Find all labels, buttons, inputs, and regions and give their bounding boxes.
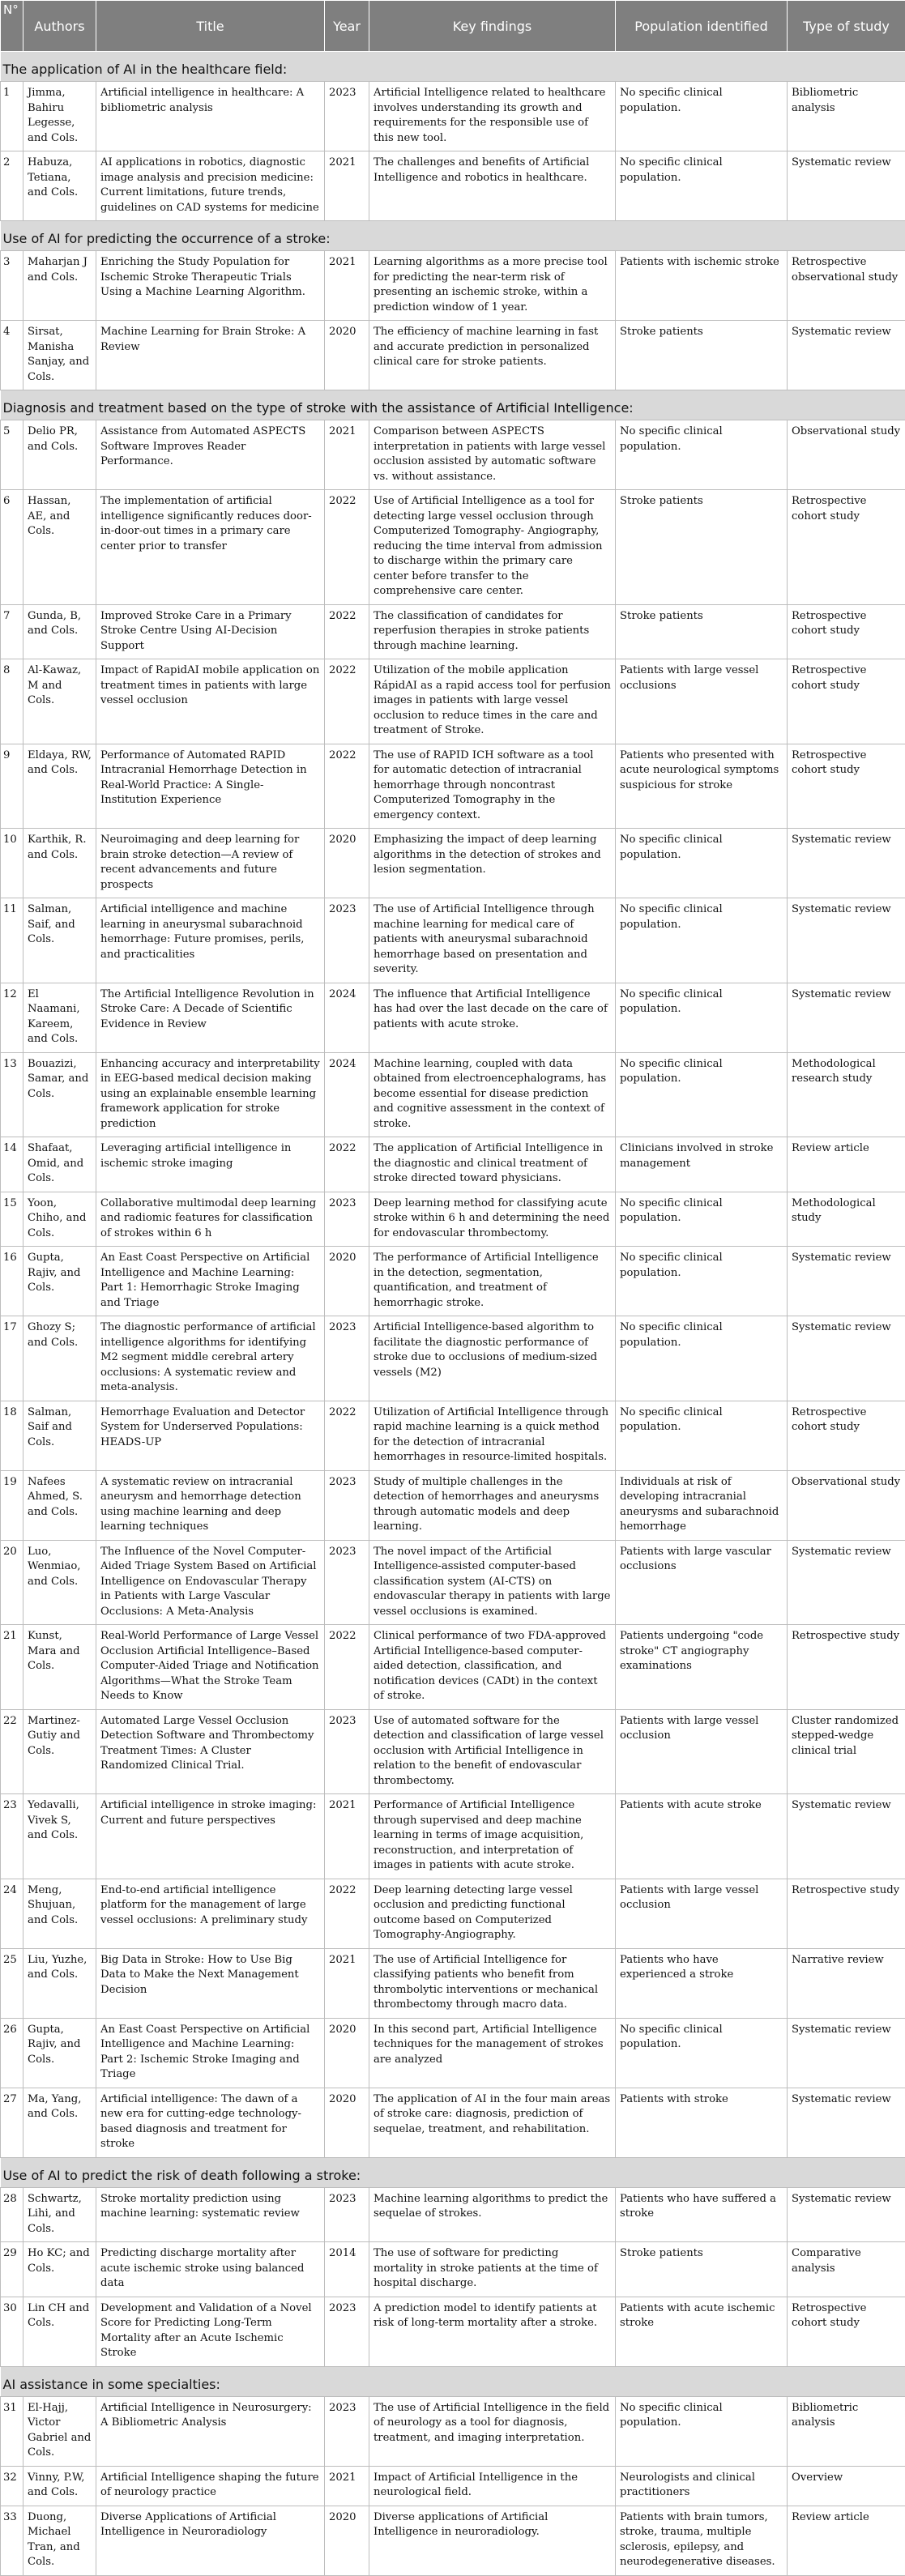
cell-authors: Vinny, P.W, and Cols.	[23, 2466, 96, 2506]
cell-population: No specific clinical population.	[616, 151, 788, 221]
cell-key-findings: The performance of Artificial Intelligence in the detection, segmentation, quantification, and treatment of hemorrhagic stroke.	[369, 1247, 616, 1316]
cell-authors: Al-Kawaz, M and Cols.	[23, 659, 96, 744]
cell-authors: Eldaya, RW, and Cols.	[23, 744, 96, 829]
cell-year: 2021	[325, 1948, 369, 2018]
cell-study-type: Retrospective cohort study	[788, 490, 905, 605]
cell-study-type: Systematic review	[788, 321, 905, 390]
cell-population: No specific clinical population.	[616, 420, 788, 490]
cell-authors: Salman, Saif, and Cols.	[23, 898, 96, 983]
cell-population: Clinicians involved in stroke management	[616, 1137, 788, 1192]
cell-year: 2022	[325, 659, 369, 744]
cell-title: Collaborative multimodal deep learning and radiomic features for classification of strokes within 6 h	[96, 1192, 325, 1247]
cell-number: 24	[1, 1879, 23, 1948]
cell-study-type: Systematic review	[788, 898, 905, 983]
cell-authors: Liu, Yuzhe, and Cols.	[23, 1948, 96, 2018]
cell-authors: Bouazizi, Samar, and Cols.	[23, 1052, 96, 1137]
cell-study-type: Retrospective observational study	[788, 251, 905, 321]
cell-number: 33	[1, 2506, 23, 2575]
cell-number: 7	[1, 604, 23, 659]
cell-number: 29	[1, 2242, 23, 2297]
cell-study-type: Bibliometric analysis	[788, 2396, 905, 2466]
section-title: Diagnosis and treatment based on the type of stroke with the assistance of Artificial Intelligence:	[1, 390, 905, 420]
cell-population: Patients who have experienced a stroke	[616, 1948, 788, 2018]
cell-year: 2022	[325, 490, 369, 605]
cell-number: 14	[1, 1137, 23, 1192]
cell-title: Artificial intelligence: The dawn of a new era for cutting-edge technology-based diagnosis and treatment for stroke	[96, 2088, 325, 2157]
table-row	[1, 744, 905, 829]
cell-key-findings: Diverse applications of Artificial Intelligence in neuroradiology.	[369, 2506, 616, 2575]
cell-number: 32	[1, 2466, 23, 2506]
cell-year: 2022	[325, 1401, 369, 1470]
cell-year: 2021	[325, 151, 369, 221]
cell-number: 18	[1, 1401, 23, 1470]
cell-study-type: Systematic review	[788, 829, 905, 898]
cell-study-type: Retrospective cohort study	[788, 2297, 905, 2366]
cell-authors: Ho KC; and Cols.	[23, 2242, 96, 2297]
cell-key-findings: Performance of Artificial Intelligence through supervised and deep machine learning in terms of image acquisition, reconstruction, and interpretation of images in patients with acute stroke.	[369, 1794, 616, 1879]
cell-number: 11	[1, 898, 23, 983]
table-row	[1, 82, 905, 151]
cell-key-findings: Artificial Intelligence related to healthcare involves understanding its growth and requirements for the responsible use of this new tool.	[369, 82, 616, 151]
table-row	[1, 151, 905, 221]
cell-number: 13	[1, 1052, 23, 1137]
cell-population: No specific clinical population.	[616, 1401, 788, 1470]
cell-year: 2021	[325, 1794, 369, 1879]
cell-key-findings: The application of AI in the four main areas of stroke care: diagnosis, prediction of sequelae, treatment, and rehabilitation.	[369, 2088, 616, 2157]
table-row	[1, 1137, 905, 1192]
table-row	[1, 1316, 905, 1401]
cell-authors: Yoon, Chiho, and Cols.	[23, 1192, 96, 1247]
cell-title: Enhancing accuracy and interpretability in EEG-based medical decision making using an explainable ensemble learning framework application for stroke prediction	[96, 1052, 325, 1137]
cell-population: Patients with large vascular occlusions	[616, 1540, 788, 1625]
cell-study-type: Retrospective study	[788, 1625, 905, 1710]
table-row	[1, 490, 905, 605]
table-row	[1, 1879, 905, 1948]
cell-population: Individuals at risk of developing intracranial aneurysms and subarachnoid hemorrhage	[616, 1470, 788, 1540]
cell-study-type: Methodological research study	[788, 1052, 905, 1137]
cell-key-findings: The use of RAPID ICH software as a tool for automatic detection of intracranial hemorrhage through noncontrast Computerized Tomography in the emergency context.	[369, 744, 616, 829]
cell-year: 2024	[325, 1052, 369, 1137]
cell-title: Big Data in Stroke: How to Use Big Data to Make the Next Management Decision	[96, 1948, 325, 2018]
cell-title: The diagnostic performance of artificial intelligence algorithms for identifying M2 segment middle cerebral artery occlusions: A systematic review and meta-analysis.	[96, 1316, 325, 1401]
cell-title: An East Coast Perspective on Artificial Intelligence and Machine Learning: Part 1: Hemorrhagic Stroke Imaging and Triage	[96, 1247, 325, 1316]
cell-population: Patients with large vessel occlusions	[616, 659, 788, 744]
cell-population: Patients who presented with acute neurological symptoms suspicious for stroke	[616, 744, 788, 829]
cell-authors: Meng, Shujuan, and Cols.	[23, 1879, 96, 1948]
cell-year: 2020	[325, 829, 369, 898]
cell-authors: Jimma, Bahiru Legesse, and Cols.	[23, 82, 96, 151]
cell-population: Patients undergoing "code stroke" CT angiography examinations	[616, 1625, 788, 1710]
cell-key-findings: Learning algorithms as a more precise tool for predicting the near-term risk of presenting an ischemic stroke, within a prediction window of 1 year.	[369, 251, 616, 321]
cell-key-findings: In this second part, Artificial Intelligence techniques for the management of strokes are analyzed	[369, 2018, 616, 2088]
cell-population: No specific clinical population.	[616, 1316, 788, 1401]
cell-year: 2022	[325, 1137, 369, 1192]
cell-key-findings: Artificial Intelligence-based algorithm to facilitate the diagnostic performance of stroke due to occlusions of medium-sized vessels (M2)	[369, 1316, 616, 1401]
cell-key-findings: The application of Artificial Intelligence in the diagnostic and clinical treatment of stroke directed toward physicians.	[369, 1137, 616, 1192]
cell-year: 2022	[325, 1625, 369, 1710]
table-row	[1, 321, 905, 390]
cell-title: Hemorrhage Evaluation and Detector System for Underserved Populations: HEADS-UP	[96, 1401, 325, 1470]
cell-population: Stroke patients	[616, 321, 788, 390]
cell-number: 30	[1, 2297, 23, 2366]
cell-key-findings: The use of software for predicting mortality in stroke patients at the time of hospital discharge.	[369, 2242, 616, 2297]
cell-authors: Delio PR, and Cols.	[23, 420, 96, 490]
section-title: Use of AI for predicting the occurrence of a stroke:	[1, 221, 905, 251]
section-title: AI assistance in some specialties:	[1, 2366, 905, 2396]
cell-year: 2023	[325, 2187, 369, 2242]
cell-authors: Habuza, Tetiana, and Cols.	[23, 151, 96, 221]
cell-study-type: Systematic review	[788, 2018, 905, 2088]
cell-study-type: Cluster randomized stepped-wedge clinical trial	[788, 1709, 905, 1794]
table-row	[1, 898, 905, 983]
cell-study-type: Systematic review	[788, 2088, 905, 2157]
cell-population: No specific clinical population.	[616, 2018, 788, 2088]
cell-key-findings: The use of Artificial Intelligence for classifying patients who benefit from thrombolytic interventions or mechanical thrombectomy through macro data.	[369, 1948, 616, 2018]
cell-year: 2022	[325, 1879, 369, 1948]
header-study-type: Type of study	[788, 1, 905, 52]
cell-population: No specific clinical population.	[616, 898, 788, 983]
cell-title: Leveraging artificial intelligence in ischemic stroke imaging	[96, 1137, 325, 1192]
cell-title: Artificial Intelligence in Neurosurgery: A Bibliometric Analysis	[96, 2396, 325, 2466]
table-row	[1, 2297, 905, 2366]
cell-number: 26	[1, 2018, 23, 2088]
cell-number: 28	[1, 2187, 23, 2242]
cell-study-type: Review article	[788, 2506, 905, 2575]
cell-study-type: Retrospective cohort study	[788, 1401, 905, 1470]
cell-number: 27	[1, 2088, 23, 2157]
cell-number: 17	[1, 1316, 23, 1401]
table-row	[1, 1794, 905, 1879]
cell-number: 22	[1, 1709, 23, 1794]
cell-authors: Hassan, AE, and Cols.	[23, 490, 96, 605]
cell-title: Improved Stroke Care in a Primary Stroke Centre Using AI-Decision Support	[96, 604, 325, 659]
header-number: N°	[1, 1, 23, 52]
cell-year: 2021	[325, 251, 369, 321]
cell-population: No specific clinical population.	[616, 1192, 788, 1247]
cell-number: 19	[1, 1470, 23, 1540]
cell-study-type: Systematic review	[788, 1794, 905, 1879]
table-row	[1, 2466, 905, 2506]
cell-title: Artificial intelligence in stroke imaging: Current and future perspectives	[96, 1794, 325, 1879]
table-row	[1, 1401, 905, 1470]
table-row	[1, 1470, 905, 1540]
cell-key-findings: Machine learning, coupled with data obtained from electroencephalograms, has become essential for disease prediction and cognitive assessment in the context of stroke.	[369, 1052, 616, 1137]
cell-population: Stroke patients	[616, 2242, 788, 2297]
cell-year: 2021	[325, 2466, 369, 2506]
table-row	[1, 1192, 905, 1247]
cell-key-findings: Utilization of Artificial Intelligence through rapid machine learning is a quick method for the detection of intracranial hemorrhages in resource-limited hospitals.	[369, 1401, 616, 1470]
cell-title: Artificial Intelligence shaping the future of neurology practice	[96, 2466, 325, 2506]
cell-study-type: Observational study	[788, 1470, 905, 1540]
cell-key-findings: Use of Artificial Intelligence as a tool for detecting large vessel occlusion through Computerized Tomography- Angiography, reducing the time interval from admission to discharge within the primary care center before transfer to the comprehensive care center.	[369, 490, 616, 605]
cell-year: 2022	[325, 604, 369, 659]
table-row	[1, 2187, 905, 2242]
cell-population: Patients with ischemic stroke	[616, 251, 788, 321]
cell-title: The implementation of artificial intelligence significantly reduces door-in-door-out times in a primary care center prior to transfer	[96, 490, 325, 605]
cell-study-type: Review article	[788, 1137, 905, 1192]
cell-key-findings: Study of multiple challenges in the detection of hemorrhages and aneurysms through automatic models and deep learning.	[369, 1470, 616, 1540]
cell-authors: Martinez-Gutiy and Cols.	[23, 1709, 96, 1794]
cell-title: The Influence of the Novel Computer-Aided Triage System Based on Artificial Intelligence on Endovascular Therapy in Patients with Large Vascular Occlusions: A Meta-Analysis	[96, 1540, 325, 1625]
cell-title: AI applications in robotics, diagnostic image analysis and precision medicine: Current limitations, future trends, guidelines on CAD systems for medicine	[96, 151, 325, 221]
cell-authors: Gupta, Rajiv, and Cols.	[23, 2018, 96, 2088]
cell-population: No specific clinical population.	[616, 1247, 788, 1316]
section-row	[1, 2366, 905, 2396]
cell-study-type: Systematic review	[788, 1540, 905, 1625]
cell-authors: Schwartz, Lihi, and Cols.	[23, 2187, 96, 2242]
cell-population: Patients who have suffered a stroke	[616, 2187, 788, 2242]
cell-key-findings: The efficiency of machine learning in fast and accurate prediction in personalized clinical care for stroke patients.	[369, 321, 616, 390]
cell-title: The Artificial Intelligence Revolution in Stroke Care: A Decade of Scientific Evidence in Review	[96, 983, 325, 1052]
cell-population: Patients with large vessel occlusion	[616, 1879, 788, 1948]
cell-key-findings: Machine learning algorithms to predict the sequelae of strokes.	[369, 2187, 616, 2242]
cell-authors: Ghozy S; and Cols.	[23, 1316, 96, 1401]
header-key-findings: Key findings	[369, 1, 616, 52]
cell-year: 2020	[325, 2506, 369, 2575]
section-row	[1, 52, 905, 82]
cell-population: No specific clinical population.	[616, 1052, 788, 1137]
cell-key-findings: Utilization of the mobile application RápidAI as a rapid access tool for perfusion images in patients with large vessel occlusion to reduce times in the care and treatment of Stroke.	[369, 659, 616, 744]
table-row	[1, 2088, 905, 2157]
cell-number: 6	[1, 490, 23, 605]
cell-key-findings: Emphasizing the impact of deep learning algorithms in the detection of strokes and lesion segmentation.	[369, 829, 616, 898]
cell-population: Stroke patients	[616, 604, 788, 659]
cell-title: Assistance from Automated ASPECTS Software Improves Reader Performance.	[96, 420, 325, 490]
table-row	[1, 1540, 905, 1625]
cell-study-type: Systematic review	[788, 1316, 905, 1401]
cell-title: Diverse Applications of Artificial Intelligence in Neuroradiology	[96, 2506, 325, 2575]
cell-title: Performance of Automated RAPID Intracranial Hemorrhage Detection in Real-World Practice: A Single-Institution Experience	[96, 744, 325, 829]
cell-title: Development and Validation of a Novel Score for Predicting Long-Term Mortality after an Acute Ischemic Stroke	[96, 2297, 325, 2366]
table-row	[1, 251, 905, 321]
cell-year: 2023	[325, 1470, 369, 1540]
cell-key-findings: The challenges and benefits of Artificial Intelligence and robotics in healthcare.	[369, 151, 616, 221]
cell-key-findings: A prediction model to identify patients at risk of long-term mortality after a stroke.	[369, 2297, 616, 2366]
cell-title: Real-World Performance of Large Vessel Occlusion Artificial Intelligence–Based Computer-Aided Triage and Notification Algorithms—What the Stroke Team Needs to Know	[96, 1625, 325, 1710]
cell-number: 20	[1, 1540, 23, 1625]
cell-title: A systematic review on intracranial aneurysm and hemorrhage detection using machine learning and deep learning techniques	[96, 1470, 325, 1540]
cell-key-findings: Comparison between ASPECTS interpretation in patients with large vessel occlusion assisted by automatic software vs. without assistance.	[369, 420, 616, 490]
section-row	[1, 2157, 905, 2187]
cell-authors: Gupta, Rajiv, and Cols.	[23, 1247, 96, 1316]
cell-year: 2024	[325, 983, 369, 1052]
cell-study-type: Narrative review	[788, 1948, 905, 2018]
cell-authors: El Naamani, Kareem, and Cols.	[23, 983, 96, 1052]
cell-year: 2020	[325, 2018, 369, 2088]
cell-key-findings: The use of Artificial Intelligence through machine learning for medical care of patients with aneurysmal subarachnoid hemorrhage based on presentation and severity.	[369, 898, 616, 983]
cell-key-findings: Impact of Artificial Intelligence in the neurological field.	[369, 2466, 616, 2506]
cell-population: No specific clinical population.	[616, 2396, 788, 2466]
cell-authors: Karthik, R. and Cols.	[23, 829, 96, 898]
cell-authors: Yedavalli, Vivek S, and Cols.	[23, 1794, 96, 1879]
cell-year: 2023	[325, 82, 369, 151]
cell-year: 2020	[325, 321, 369, 390]
cell-title: Stroke mortality prediction using machine learning: systematic review	[96, 2187, 325, 2242]
cell-number: 1	[1, 82, 23, 151]
cell-title: Automated Large Vessel Occlusion Detection Software and Thrombectomy Treatment Times: A Cluster Randomized Clinical Trial.	[96, 1709, 325, 1794]
section-title: The application of AI in the healthcare field:	[1, 52, 905, 82]
cell-study-type: Comparative analysis	[788, 2242, 905, 2297]
cell-population: Patients with acute ischemic stroke	[616, 2297, 788, 2366]
cell-study-type: Systematic review	[788, 983, 905, 1052]
table-row	[1, 829, 905, 898]
cell-study-type: Retrospective cohort study	[788, 744, 905, 829]
section-title: Use of AI to predict the risk of death following a stroke:	[1, 2157, 905, 2187]
cell-study-type: Retrospective cohort study	[788, 604, 905, 659]
cell-population: No specific clinical population.	[616, 829, 788, 898]
cell-title: Enriching the Study Population for Ischemic Stroke Therapeutic Trials Using a Machine Learning Algorithm.	[96, 251, 325, 321]
cell-key-findings: The influence that Artificial Intelligence has had over the last decade on the care of patients with acute stroke.	[369, 983, 616, 1052]
table-row	[1, 1709, 905, 1794]
table-row	[1, 2506, 905, 2575]
cell-population: Neurologists and clinical practitioners	[616, 2466, 788, 2506]
cell-year: 2020	[325, 2088, 369, 2157]
cell-year: 2023	[325, 2297, 369, 2366]
cell-year: 2022	[325, 744, 369, 829]
cell-number: 15	[1, 1192, 23, 1247]
cell-key-findings: Clinical performance of two FDA-approved Artificial Intelligence-based computer-aided detection, classification, and notification devices (CADt) in the context of stroke.	[369, 1625, 616, 1710]
cell-authors: Maharjan J and Cols.	[23, 251, 96, 321]
table-body	[1, 52, 905, 2576]
table-row	[1, 420, 905, 490]
cell-authors: Nafees Ahmed, S. and Cols.	[23, 1470, 96, 1540]
cell-title: Artificial intelligence in healthcare: A bibliometric analysis	[96, 82, 325, 151]
cell-number: 23	[1, 1794, 23, 1879]
header-title: Title	[96, 1, 325, 52]
table-row	[1, 2396, 905, 2466]
cell-year: 2021	[325, 420, 369, 490]
header-authors: Authors	[23, 1, 96, 52]
table-header	[1, 1, 905, 52]
cell-year: 2023	[325, 1540, 369, 1625]
cell-year: 2023	[325, 2396, 369, 2466]
cell-number: 21	[1, 1625, 23, 1710]
section-row	[1, 390, 905, 420]
cell-number: 4	[1, 321, 23, 390]
cell-year: 2023	[325, 1709, 369, 1794]
cell-population: Stroke patients	[616, 490, 788, 605]
cell-title: An East Coast Perspective on Artificial Intelligence and Machine Learning: Part 2: Ischemic Stroke Imaging and Triage	[96, 2018, 325, 2088]
cell-population: Patients with large vessel occlusion	[616, 1709, 788, 1794]
cell-authors: El-Hajj, Victor Gabriel and Cols.	[23, 2396, 96, 2466]
table-row	[1, 2018, 905, 2088]
cell-number: 8	[1, 659, 23, 744]
cell-number: 16	[1, 1247, 23, 1316]
table-row	[1, 1247, 905, 1316]
cell-number: 12	[1, 983, 23, 1052]
cell-key-findings: The novel impact of the Artificial Intelligence-assisted computer-based classification system (AI-CTS) on endovascular therapy in patients with large vessel occlusions is examined.	[369, 1540, 616, 1625]
cell-population: No specific clinical population.	[616, 983, 788, 1052]
cell-study-type: Systematic review	[788, 2187, 905, 2242]
table-row	[1, 983, 905, 1052]
cell-population: Patients with acute stroke	[616, 1794, 788, 1879]
cell-number: 9	[1, 744, 23, 829]
cell-authors: Shafaat, Omid, and Cols.	[23, 1137, 96, 1192]
cell-authors: Duong, Michael Tran, and Cols.	[23, 2506, 96, 2575]
cell-number: 2	[1, 151, 23, 221]
cell-title: Predicting discharge mortality after acute ischemic stroke using balanced data	[96, 2242, 325, 2297]
cell-year: 2023	[325, 898, 369, 983]
cell-key-findings: Deep learning detecting large vessel occlusion and predicting functional outcome based on Computerized Tomography-Angiography.	[369, 1879, 616, 1948]
cell-population: No specific clinical population.	[616, 82, 788, 151]
cell-study-type: Bibliometric analysis	[788, 82, 905, 151]
table-row	[1, 2242, 905, 2297]
cell-title: Impact of RapidAI mobile application on treatment times in patients with large vessel occlusion	[96, 659, 325, 744]
table-row	[1, 1625, 905, 1710]
cell-number: 10	[1, 829, 23, 898]
cell-study-type: Overview	[788, 2466, 905, 2506]
cell-year: 2023	[325, 1192, 369, 1247]
cell-title: End-to-end artificial intelligence platform for the management of large vessel occlusions: A preliminary study	[96, 1879, 325, 1948]
cell-year: 2020	[325, 1247, 369, 1316]
cell-number: 25	[1, 1948, 23, 2018]
cell-key-findings: The classification of candidates for reperfusion therapies in stroke patients through machine learning.	[369, 604, 616, 659]
cell-study-type: Methodological study	[788, 1192, 905, 1247]
table-row	[1, 1948, 905, 2018]
cell-authors: Sirsat, Manisha Sanjay, and Cols.	[23, 321, 96, 390]
cell-population: Patients with stroke	[616, 2088, 788, 2157]
cell-authors: Salman, Saif and Cols.	[23, 1401, 96, 1470]
cell-key-findings: The use of Artificial Intelligence in the field of neurology as a tool for diagnosis, treatment, and imaging interpretation.	[369, 2396, 616, 2466]
cell-year: 2023	[325, 1316, 369, 1401]
header-year: Year	[325, 1, 369, 52]
cell-authors: Lin CH and Cols.	[23, 2297, 96, 2366]
table-row	[1, 1052, 905, 1137]
section-row	[1, 221, 905, 251]
cell-authors: Ma, Yang, and Cols.	[23, 2088, 96, 2157]
cell-key-findings: Use of automated software for the detection and classification of large vessel occlusion with Artificial Intelligence in relation to the benefit of endovascular thrombectomy.	[369, 1709, 616, 1794]
cell-study-type: Retrospective cohort study	[788, 659, 905, 744]
cell-title: Machine Learning for Brain Stroke: A Review	[96, 321, 325, 390]
cell-study-type: Systematic review	[788, 1247, 905, 1316]
cell-title: Artificial intelligence and machine learning in aneurysmal subarachnoid hemorrhage: Future promises, perils, and practicalities	[96, 898, 325, 983]
cell-number: 5	[1, 420, 23, 490]
cell-number: 3	[1, 251, 23, 321]
cell-authors: Luo, Wenmiao, and Cols.	[23, 1540, 96, 1625]
table-row	[1, 659, 905, 744]
cell-number: 31	[1, 2396, 23, 2466]
cell-authors: Gunda, B, and Cols.	[23, 604, 96, 659]
cell-population: Patients with brain tumors, stroke, trauma, multiple sclerosis, epilepsy, and neurodegenerative diseases.	[616, 2506, 788, 2575]
cell-title: Neuroimaging and deep learning for brain stroke detection—A review of recent advancements and future prospects	[96, 829, 325, 898]
cell-authors: Kunst, Mara and Cols.	[23, 1625, 96, 1710]
cell-key-findings: Deep learning method for classifying acute stroke within 6 h and determining the need for endovascular thrombectomy.	[369, 1192, 616, 1247]
cell-study-type: Observational study	[788, 420, 905, 490]
cell-year: 2014	[325, 2242, 369, 2297]
header-population: Population identified	[616, 1, 788, 52]
table-row	[1, 604, 905, 659]
cell-study-type: Retrospective study	[788, 1879, 905, 1948]
cell-study-type: Systematic review	[788, 151, 905, 221]
